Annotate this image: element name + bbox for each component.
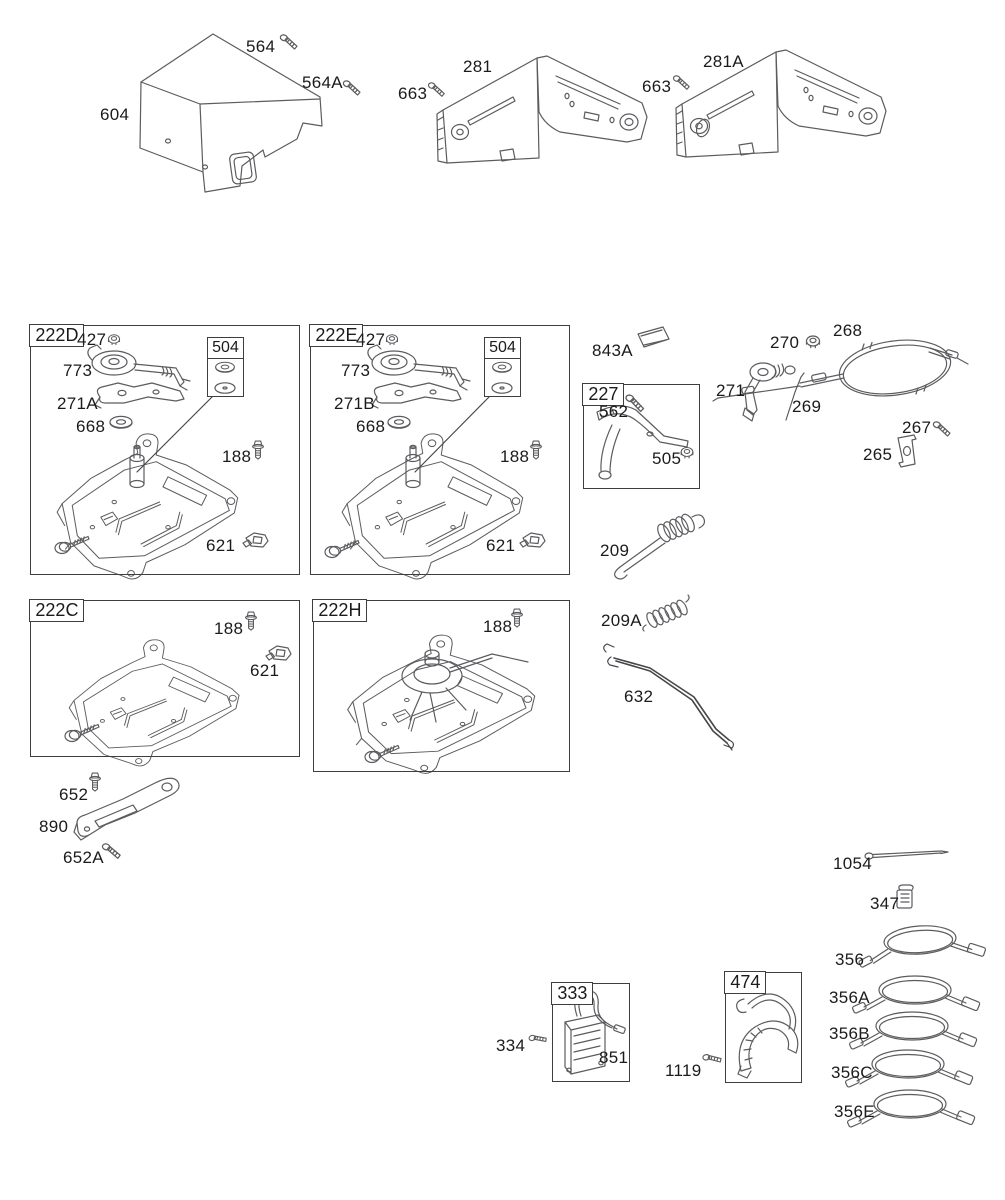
part-label-621-32: 621 bbox=[250, 661, 280, 680]
part-label-356e-43: 356E bbox=[834, 1102, 875, 1121]
part-label-188-11: 188 bbox=[222, 447, 252, 466]
part-label-334-44: 334 bbox=[496, 1036, 526, 1055]
group-box-label-222d: 222D bbox=[29, 324, 84, 347]
screw-564a-drawing bbox=[341, 80, 362, 95]
part-label-269-23: 269 bbox=[792, 397, 822, 416]
part-label-663-6: 663 bbox=[642, 77, 672, 96]
part-label-356b-41: 356B bbox=[829, 1024, 870, 1043]
screw-564-drawing bbox=[278, 34, 299, 49]
screw-334-drawing bbox=[529, 1032, 547, 1045]
part-label-621-12: 621 bbox=[206, 536, 236, 555]
part-label-271b-15: 271B bbox=[334, 394, 375, 413]
part-label-270-20: 270 bbox=[770, 333, 800, 352]
part-label-604-2: 604 bbox=[100, 105, 130, 124]
part-label-632-30: 632 bbox=[624, 687, 654, 706]
part-label-265-27: 265 bbox=[863, 445, 893, 464]
group-box-227 bbox=[583, 384, 700, 489]
group-box-label-227: 227 bbox=[582, 383, 624, 406]
part-label-188-33: 188 bbox=[483, 617, 513, 636]
part-label-188-31: 188 bbox=[214, 619, 244, 638]
part-label-356a-40: 356A bbox=[829, 988, 870, 1007]
part-label-209-28: 209 bbox=[600, 541, 630, 560]
part-label-843a-19: 843A bbox=[592, 341, 633, 360]
part-label-188-17: 188 bbox=[500, 447, 530, 466]
part-label-505-25: 505 bbox=[652, 449, 682, 468]
group-box-label-222h: 222H bbox=[312, 599, 367, 622]
part-label-356-39: 356 bbox=[835, 950, 865, 969]
part-label-281-3: 281 bbox=[463, 57, 493, 76]
cover-604-drawing bbox=[140, 34, 322, 192]
bracket-890-drawing bbox=[74, 778, 179, 840]
part-label-1119-46: 1119 bbox=[665, 1061, 702, 1080]
part-label-209a-29: 209A bbox=[601, 611, 642, 630]
inset-box-label-504-1: 504 bbox=[485, 338, 520, 359]
part-label-1054-37: 1054 bbox=[833, 854, 873, 873]
part-label-621-18: 621 bbox=[486, 536, 516, 555]
part-label-652a-36: 652A bbox=[63, 848, 104, 867]
part-label-427-7: 427 bbox=[77, 330, 107, 349]
clip-347-drawing bbox=[897, 885, 913, 908]
screw-663-drawing bbox=[426, 82, 446, 97]
part-label-773-14: 773 bbox=[341, 361, 371, 380]
group-box-label-222e: 222E bbox=[309, 324, 363, 347]
part-label-668-10: 668 bbox=[76, 417, 106, 436]
nut-270-drawing bbox=[807, 336, 820, 348]
part-label-271-22: 271 bbox=[716, 381, 746, 400]
group-box-label-333: 333 bbox=[551, 982, 593, 1005]
cable-356-drawing bbox=[856, 921, 987, 967]
group-box-474 bbox=[725, 972, 802, 1083]
inset-box-504-1 bbox=[484, 337, 521, 397]
part-label-356c-42: 356C bbox=[831, 1063, 873, 1082]
clip-265-drawing bbox=[898, 435, 916, 467]
screw-1119-drawing bbox=[702, 1052, 721, 1065]
part-label-773-8: 773 bbox=[63, 361, 93, 380]
part-label-663-4: 663 bbox=[398, 84, 428, 103]
part-label-564-0: 564 bbox=[246, 37, 276, 56]
part-label-268-21: 268 bbox=[833, 321, 863, 340]
part-label-890-35: 890 bbox=[39, 817, 69, 836]
part-label-564a-1: 564A bbox=[302, 73, 343, 92]
tie-1054-drawing bbox=[865, 851, 948, 859]
pad-843a-drawing bbox=[638, 327, 669, 347]
part-label-668-16: 668 bbox=[356, 417, 386, 436]
part-label-652-34: 652 bbox=[59, 785, 89, 804]
screw-652-drawing bbox=[90, 773, 101, 791]
group-box-label-222c: 222C bbox=[29, 599, 84, 622]
part-label-267-26: 267 bbox=[902, 418, 932, 437]
group-box-label-474: 474 bbox=[724, 971, 766, 994]
screw-267-drawing bbox=[931, 421, 952, 436]
spring-209a-drawing bbox=[643, 595, 689, 631]
part-label-347-38: 347 bbox=[870, 894, 900, 913]
part-label-851-45: 851 bbox=[599, 1048, 629, 1067]
inset-box-label-504-0: 504 bbox=[208, 338, 243, 359]
screw-663a-drawing bbox=[671, 75, 691, 90]
group-box-222h bbox=[313, 600, 570, 772]
cable-356a-drawing bbox=[852, 976, 980, 1014]
inset-box-504-0 bbox=[207, 337, 244, 397]
part-label-427-13: 427 bbox=[356, 330, 386, 349]
part-label-562-24: 562 bbox=[599, 402, 629, 421]
part-label-281a-5: 281A bbox=[703, 52, 744, 71]
part-label-271a-9: 271A bbox=[57, 394, 98, 413]
